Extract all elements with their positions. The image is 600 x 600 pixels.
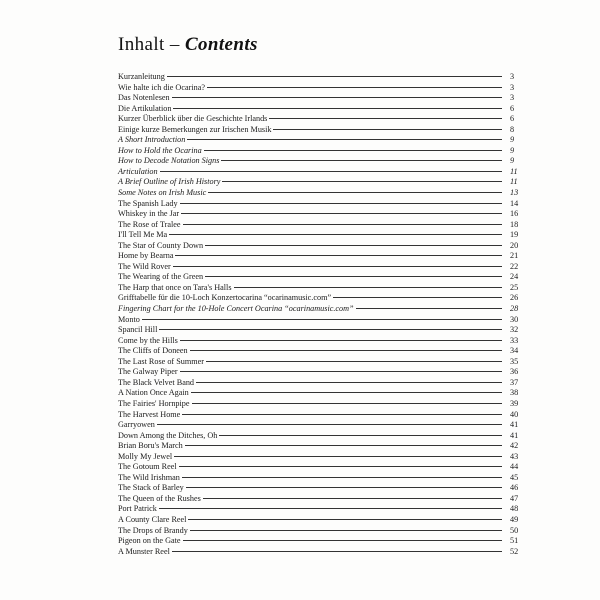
toc-entry-page: 3 [510,82,515,92]
toc-entry-page: 30 [510,314,519,324]
toc-entry-label: Grifftabelle für die 10-Loch Konzertocarina “ocarinamusic.com” [118,293,332,303]
toc-leader-line [180,340,502,341]
toc-entry-page: 32 [510,325,519,335]
toc-entry-label: Einige kurze Bemerkungen zur Irischen Musik [118,124,272,134]
toc-entry-page: 25 [510,282,519,292]
toc-leader-line [183,540,502,541]
toc-entry-label: The Drops of Brandy [118,525,188,535]
toc-entry[interactable] [118,315,536,326]
toc-entry-page: 20 [510,240,519,250]
toc-entry-label: Home by Bearna [118,251,174,261]
toc-leader-line [159,508,502,509]
toc-entry-label: Die Artikulation [118,103,172,113]
toc-entry-page: 52 [510,546,519,556]
toc-entry[interactable] [118,156,536,167]
toc-entry-page: 37 [510,377,519,387]
toc-leader-line [175,255,502,256]
toc-entry-page: 44 [510,462,519,472]
toc-leader-line [169,234,502,235]
toc-entry-page: 26 [510,293,519,303]
toc-leader-line [172,551,502,552]
toc-leader-line [190,350,502,351]
toc-leader-line [160,171,502,172]
toc-entry[interactable] [118,209,536,220]
toc-leader-line [207,87,502,88]
toc-entry-label: A Brief Outline of Irish History [118,177,221,187]
toc-entry-page: 16 [510,209,519,219]
toc-entry-label: The Gotoum Reel [118,462,177,472]
toc-entry[interactable] [118,346,536,357]
toc-entry-page: 18 [510,219,519,229]
toc-entry[interactable] [118,125,536,136]
toc-entry-label: The Stack of Barley [118,483,184,493]
toc-leader-line [180,203,502,204]
toc-entry[interactable] [118,462,536,473]
toc-entry[interactable] [118,357,536,368]
toc-entry[interactable] [118,367,536,378]
toc-entry-label: Fingering Chart for the 10-Hole Concert Ocarina “ocarinamusic.com” [118,304,354,314]
toc-entry-page: 41 [510,420,519,430]
toc-entry[interactable] [118,388,536,399]
toc-entry[interactable] [118,272,536,283]
toc-leader-line [204,150,502,151]
toc-entry[interactable] [118,473,536,484]
toc-entry[interactable] [118,431,536,442]
toc-entry[interactable] [118,114,536,125]
toc-entry-page: 3 [510,72,515,81]
table-of-contents [118,72,536,557]
toc-leader-line [190,530,502,531]
toc-leader-line [222,181,502,182]
toc-entry-label: The Wearing of the Green [118,272,204,282]
toc-entry-label: Spancil Hill [118,325,158,335]
toc-entry-page: 11 [510,166,518,176]
toc-leader-line [142,319,502,320]
toc-entry-page: 14 [510,198,519,208]
toc-leader-line [356,308,502,309]
toc-leader-line [182,414,502,415]
toc-entry[interactable] [118,399,536,410]
toc-entry-label: The Black Velvet Band [118,377,195,387]
toc-entry[interactable] [118,325,536,336]
toc-leader-line [269,118,502,119]
toc-entry[interactable] [118,230,536,241]
toc-entry-page: 6 [510,103,515,113]
toc-leader-line [196,382,502,383]
toc-leader-line [180,371,502,372]
toc-entry-label: The Queen of the Rushes [118,493,201,503]
toc-entry-page: 45 [510,472,519,482]
toc-entry[interactable] [118,536,536,547]
toc-leader-line [174,456,502,457]
toc-entry[interactable] [118,146,536,157]
toc-leader-line [185,445,502,446]
toc-leader-line [234,287,502,288]
toc-entry-page: 24 [510,272,519,282]
toc-entry-label: Kurzanleitung [118,72,165,81]
toc-entry-label: Brian Boru's March [118,441,183,451]
toc-entry-label: Pigeon on the Gate [118,536,181,546]
toc-entry-page: 49 [510,514,519,524]
toc-leader-line [157,424,502,425]
toc-entry[interactable] [118,504,536,515]
toc-entry[interactable] [118,547,536,558]
toc-entry-label: The Harvest Home [118,409,181,419]
toc-entry-page: 36 [510,367,519,377]
toc-entry[interactable] [118,410,536,421]
toc-entry[interactable] [118,420,536,431]
toc-entry-label: Articulation [118,166,158,176]
toc-entry-label: Wie halte ich die Ocarina? [118,82,205,92]
toc-entry-label: How to Decode Notation Signs [118,156,220,166]
toc-leader-line [172,97,502,98]
toc-entry-page: 33 [510,335,519,345]
toc-entry[interactable] [118,293,536,304]
toc-entry-page: 9 [510,145,515,155]
toc-leader-line [173,266,502,267]
toc-entry-label: A County Clare Reel [118,514,187,524]
toc-entry-label: The Spanish Lady [118,198,178,208]
toc-entry-page: 48 [510,504,519,514]
toc-entry-page: 22 [510,261,519,271]
toc-entry-label: The Cliffs of Doneen [118,346,188,356]
toc-entry-page: 50 [510,525,519,535]
toc-entry-page: 51 [510,536,519,546]
toc-entry[interactable] [118,283,536,294]
toc-entry-page: 9 [510,135,515,145]
toc-entry[interactable] [118,177,536,188]
toc-entry[interactable] [118,72,536,83]
toc-leader-line [333,297,502,298]
toc-entry-label: Molly My Jewel [118,451,173,461]
toc-entry-label: Monto [118,314,140,324]
toc-leader-line [173,108,502,109]
toc-entry[interactable] [118,251,536,262]
toc-entry-page: 43 [510,451,519,461]
toc-leader-line [203,498,502,499]
toc-entry-label: The Galway Piper [118,367,178,377]
toc-entry-label: Kurzer Überblick über die Geschichte Irlands [118,114,268,124]
toc-leader-line [205,245,502,246]
toc-entry[interactable] [118,167,536,178]
toc-entry[interactable] [118,241,536,252]
toc-entry[interactable] [118,494,536,505]
toc-entry[interactable] [118,452,536,463]
toc-entry-page: 11 [510,177,518,187]
toc-entry[interactable] [118,515,536,526]
toc-entry-label: Port Patrick [118,504,157,514]
toc-entry[interactable] [118,93,536,104]
toc-entry-page: 42 [510,441,519,451]
toc-leader-line [191,392,502,393]
page-title-dash: – [169,34,180,55]
toc-entry[interactable] [118,441,536,452]
toc-entry[interactable] [118,104,536,115]
toc-entry-label: The Harp that once on Tara's Halls [118,282,232,292]
toc-leader-line [208,192,502,193]
toc-entry-page: 34 [510,346,519,356]
toc-entry-label: Come by the Hills [118,335,178,345]
toc-leader-line [179,466,502,467]
toc-entry-label: Das Notenlesen [118,93,170,103]
toc-entry-page: 8 [510,124,515,134]
toc-leader-line [273,129,502,130]
toc-entry[interactable] [118,526,536,537]
toc-entry-page: 9 [510,156,515,166]
toc-leader-line [187,139,502,140]
page-title-english: Contents [184,34,258,55]
toc-entry-page: 40 [510,409,519,419]
toc-entry-label: A Short Introduction [118,135,186,145]
toc-leader-line [188,519,502,520]
toc-entry-page: 13 [510,188,519,198]
toc-entry-page: 46 [510,483,519,493]
toc-entry[interactable] [118,188,536,199]
toc-leader-line [182,477,502,478]
toc-entry[interactable] [118,336,536,347]
toc-entry-label: How to Hold the Ocarina [118,145,202,155]
toc-entry-page: 6 [510,114,515,124]
toc-entry-page: 38 [510,388,519,398]
toc-entry[interactable] [118,304,536,315]
toc-entry-label: Garryowen [118,420,155,430]
toc-leader-line [181,213,502,214]
toc-entry[interactable] [118,262,536,273]
toc-entry[interactable] [118,378,536,389]
toc-entry-page: 41 [510,430,519,440]
toc-entry-label: The Wild Irishman [118,472,180,482]
toc-leader-line [206,361,502,362]
toc-leader-line [159,329,502,330]
toc-entry-label: The Fairies' Hornpipe [118,398,190,408]
toc-entry-label: A Munster Reel [118,546,170,556]
toc-leader-line [221,160,502,161]
toc-leader-line [192,403,502,404]
toc-entry[interactable] [118,220,536,231]
toc-leader-line [183,224,502,225]
toc-entry-label: The Rose of Tralee [118,219,181,229]
toc-entry[interactable] [118,135,536,146]
toc-entry-page: 3 [510,93,515,103]
toc-entry-page: 35 [510,356,519,366]
toc-leader-line [167,76,502,77]
toc-entry[interactable] [118,483,536,494]
toc-entry-page: 21 [510,251,519,261]
toc-entry-page: 47 [510,493,519,503]
toc-entry[interactable] [118,83,536,94]
toc-entry-label: A Nation Once Again [118,388,189,398]
toc-entry-page: 39 [510,398,519,408]
toc-entry-label: Whiskey in the Jar [118,209,180,219]
toc-entry[interactable] [118,199,536,210]
toc-leader-line [205,276,502,277]
toc-leader-line [219,435,502,436]
toc-entry-label: The Last Rose of Summer [118,356,204,366]
page-title [118,34,536,56]
toc-entry-page: 28 [510,304,519,314]
toc-entry-label: The Star of County Down [118,240,204,250]
toc-leader-line [186,487,502,488]
toc-entry-label: I'll Tell Me Ma [118,230,168,240]
page-title-german: Inhalt [118,34,165,55]
toc-entry-label: The Wild Rover [118,261,171,271]
toc-entry-label: Down Among the Ditches, Oh [118,430,218,440]
toc-entry-page: 19 [510,230,519,240]
toc-entry-label: Some Notes on Irish Music [118,188,207,198]
